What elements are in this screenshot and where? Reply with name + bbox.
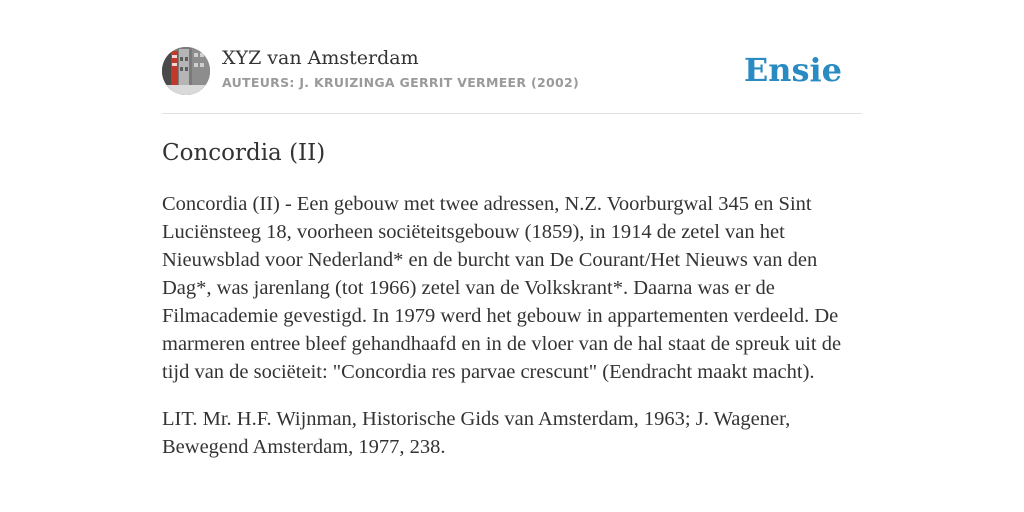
header <box>162 46 862 96</box>
entry-paragraph-literature: LIT. Mr. H.F. Wijnman, Historische Gids van Amsterdam, 1963; J. Wagener, Bewegend Amsterdam, 1977, 238. <box>162 408 791 458</box>
header-divider <box>162 113 862 114</box>
entry-paragraph-definition: Concordia (II) - Een gebouw met twee adressen, N.Z. Voorburgwal 345 en Sint Luciënsteeg 18, voorheen sociëteitsgebouw (1859), in 1914 de zetel van het Nieuwsblad voor Nederland* en de burcht van De Courant/Het Nieuws van den Dag*, was jarenlang (tot 1966) zetel van de Volkskrant*. Daarna was er de Filmacademie gevestigd. In 1979 werd het gebouw in appartementen verdeeld. De marmeren entree bleef gehandhaafd en in de vloer van de hal staat de spreuk uit de tijd van de sociëteit: "Concordia res parvae crescunt" (Eendracht maakt macht). <box>162 193 842 383</box>
book-cover-image <box>162 47 210 95</box>
book-cover-avatar[interactable] <box>162 47 210 95</box>
ensie-logo[interactable]: Ensie <box>743 51 842 89</box>
entry-title: Concordia (II) <box>162 140 326 166</box>
book-authors: AUTEURS: J. KRUIZINGA GERRIT VERMEER (2002) <box>222 75 579 90</box>
book-title[interactable]: XYZ van Amsterdam <box>222 47 419 69</box>
entry-body <box>162 190 862 480</box>
